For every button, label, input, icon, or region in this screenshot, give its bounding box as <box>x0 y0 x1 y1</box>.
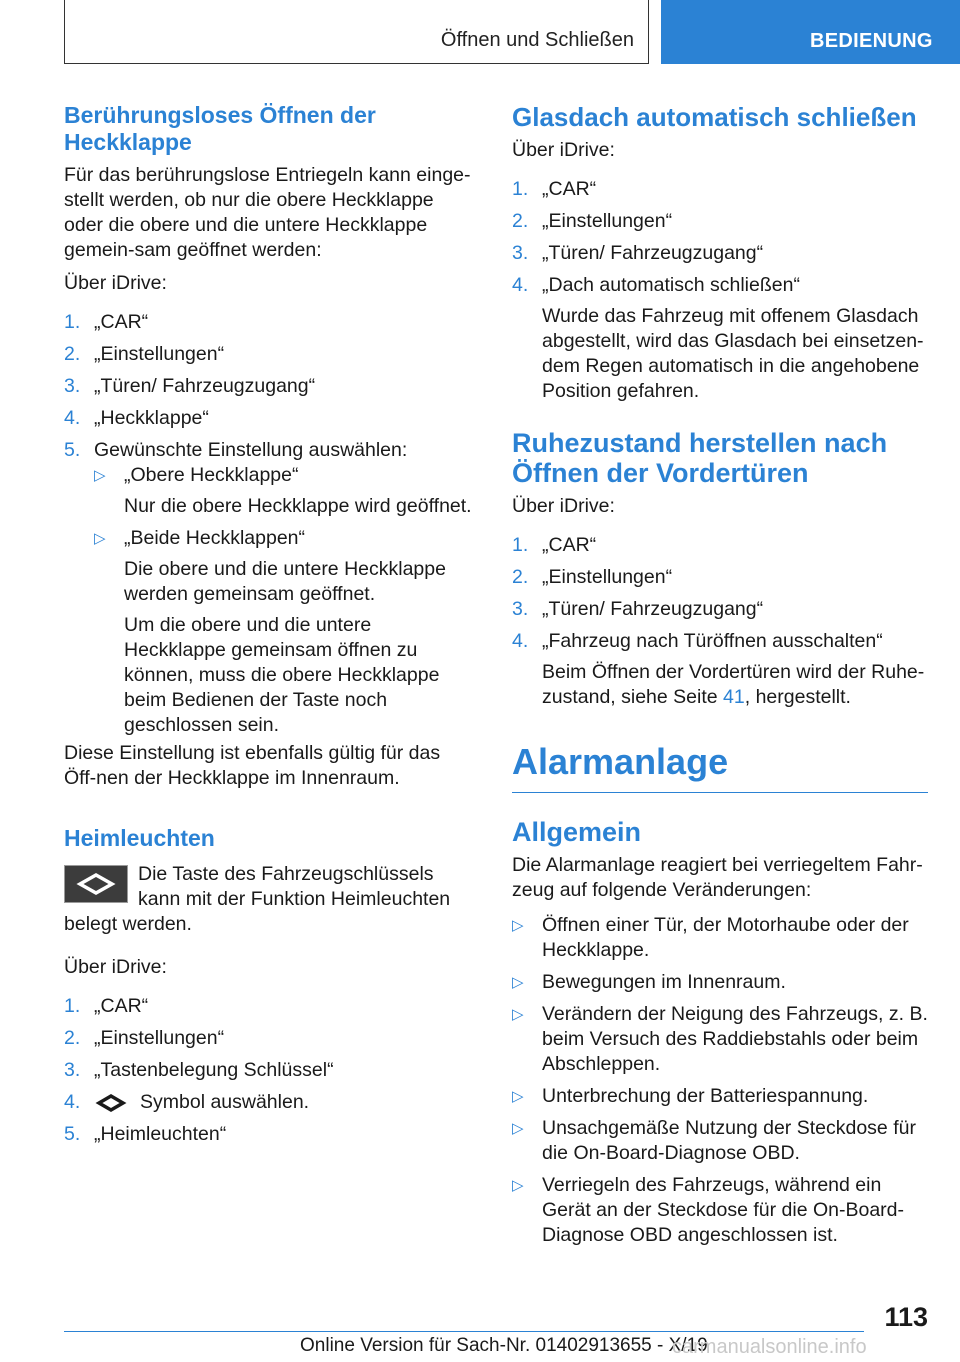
step-text: „CAR“ <box>542 534 597 556</box>
triangle-bullet-icon: ▷ <box>94 467 106 484</box>
heading-allgemein: Allgemein <box>512 817 642 847</box>
list-item <box>64 1090 476 1115</box>
step-text: „Einstellungen“ <box>94 1027 225 1049</box>
list-item <box>64 310 476 335</box>
list-item <box>64 1122 476 1147</box>
list-item <box>512 970 928 995</box>
step-number: 1. <box>64 311 81 333</box>
step-desc <box>542 660 928 710</box>
heading-glasdach: Glasdach automatisch schließen <box>512 102 917 132</box>
heading-beruehrungsloses-oeffnen: Berührungsloses Öffnen der Heckklappe <box>64 102 376 155</box>
triangle-bullet-icon: ▷ <box>512 917 524 934</box>
step-text: Symbol auswählen. <box>140 1091 310 1113</box>
step-number: 2. <box>64 1027 81 1049</box>
step-text: Gewünschte Einstellung auswählen: <box>94 439 408 461</box>
intro-paragraph: Die Alarmanlage reagiert bei verriegeltem Fahr-zeug auf folgende Veränderungen: <box>512 854 923 901</box>
step-number: 1. <box>512 534 529 556</box>
option-label: „Beide Heckklappen“ <box>124 527 306 549</box>
bullet-text: Öffnen einer Tür, der Motorhaube oder der Heckklappe. <box>542 914 909 961</box>
header-box <box>64 0 649 64</box>
step-number: 4. <box>64 1091 81 1113</box>
list-item <box>512 241 928 266</box>
option-desc-2: Um die obere und die untere Heckklappe gemeinsam öffnen zu können, muss die obere Heckklappe beim Bedienen der Taste noch geschlossen sein. <box>124 614 440 736</box>
options-list <box>94 463 476 738</box>
footer-version: Online Version für Sach-Nr. 01402913655 - X/19 <box>300 1335 708 1356</box>
left-column <box>64 102 476 1154</box>
list-item <box>64 374 476 399</box>
list-item <box>512 597 928 622</box>
step-text: „Fahrzeug nach Türöffnen ausschalten“ <box>542 630 883 652</box>
step-number: 1. <box>64 995 81 1017</box>
step-text: „CAR“ <box>94 995 149 1017</box>
bullet-text: Verändern der Neigung des Fahrzeugs, z. B. beim Versuch des Raddiebstahls oder beim Abschleppen. <box>542 1003 928 1075</box>
step-number: 3. <box>512 242 529 264</box>
option-label: „Obere Heckklappe“ <box>124 464 299 486</box>
step-text: „Einstellungen“ <box>542 210 673 232</box>
step-text: „Heimleuchten“ <box>94 1123 227 1145</box>
step-text: „Einstellungen“ <box>94 343 225 365</box>
step-number: 3. <box>64 1059 81 1081</box>
triangle-bullet-icon: ▷ <box>512 1177 524 1194</box>
heimleuchten-intro <box>64 862 476 937</box>
bullet-text: Bewegungen im Innenraum. <box>542 971 786 993</box>
list-item <box>512 1002 928 1077</box>
key-button-icon <box>64 865 128 903</box>
chapter-title: Alarmanlage <box>512 742 928 793</box>
bullet-text: Unterbrechung der Batteriespannung. <box>542 1085 869 1107</box>
list-item <box>94 463 476 519</box>
list-item <box>512 273 928 404</box>
step-desc: Wurde das Fahrzeug mit offenem Glasdach abgestellt, wird das Glasdach bei einsetzen-dem Regen automatisch in die angehobene Position gefahren. <box>542 305 924 402</box>
triangle-bullet-icon: ▷ <box>94 530 106 547</box>
option-desc: Die obere und die untere Heckklappe werden gemeinsam geöffnet. <box>124 558 446 605</box>
step-text: „CAR“ <box>542 178 597 200</box>
bullet-text: Unsachgemäße Nutzung der Steckdose für die On-Board-Diagnose OBD. <box>542 1117 916 1164</box>
note-paragraph: Diese Einstellung ist ebenfalls gültig für das Öff-nen der Heckklappe im Innenraum. <box>64 742 441 789</box>
step-number: 1. <box>512 178 529 200</box>
step-number: 5. <box>64 1123 81 1145</box>
step-desc-before: Beim Öffnen der Vordertüren wird der Ruhe-zustand, siehe Seite <box>542 661 925 708</box>
step-number: 3. <box>512 598 529 620</box>
via-idrive: Über iDrive: <box>64 272 167 294</box>
triangle-bullet-icon: ▷ <box>512 1006 524 1023</box>
list-item <box>64 994 476 1019</box>
list-item <box>64 1026 476 1051</box>
footer-divider <box>64 1331 864 1332</box>
via-idrive: Über iDrive: <box>512 495 615 517</box>
step-number: 3. <box>64 375 81 397</box>
triangle-bullet-icon: ▷ <box>512 1120 524 1137</box>
step-text: „Einstellungen“ <box>542 566 673 588</box>
step-text: „Türen/ Fahrzeugzugang“ <box>542 598 764 620</box>
heimleuchten-intro-text: Die Taste des Fahrzeugschlüssels kann mit der Funktion Heimleuchten belegt werden. <box>64 863 451 935</box>
bullet-text: Verriegeln des Fahrzeugs, während ein Gerät an der Steckdose für die On-Board-Diagnose OBD angeschlossen ist. <box>542 1174 905 1246</box>
list-item <box>512 1084 928 1109</box>
heimleuchten-symbol-icon <box>94 1093 128 1113</box>
step-number: 4. <box>64 407 81 429</box>
list-item <box>512 533 928 558</box>
intro-paragraph: Für das berührungslose Entriegeln kann einge-stellt werden, ob nur die obere Heckklappe oder die obere und die untere Heckklappe gemein-sam geöffnet werden: <box>64 164 471 261</box>
step-text: „Türen/ Fahrzeugzugang“ <box>542 242 764 264</box>
heading-heimleuchten: Heimleuchten <box>64 825 215 851</box>
list-item <box>512 565 928 590</box>
step-number: 4. <box>512 630 529 652</box>
step-number: 4. <box>512 274 529 296</box>
list-item <box>512 177 928 202</box>
steps-list <box>64 310 476 738</box>
via-idrive: Über iDrive: <box>64 956 167 978</box>
steps-list <box>512 533 928 710</box>
triangle-bullet-icon: ▷ <box>512 1088 524 1105</box>
heading-ruhezustand: Ruhezustand herstellen nach Öffnen der Vordertüren <box>512 428 888 488</box>
list-item <box>512 1173 928 1248</box>
list-item <box>512 209 928 234</box>
step-number: 5. <box>64 439 81 461</box>
step-text: „Heckklappe“ <box>94 407 209 429</box>
triangle-bullet-icon: ▷ <box>512 974 524 991</box>
list-item <box>512 913 928 963</box>
step-number: 2. <box>64 343 81 365</box>
chapter-tab-label: BEDIENUNG <box>810 30 933 52</box>
step-number: 2. <box>512 566 529 588</box>
steps-list <box>64 994 476 1147</box>
chapter-tab[interactable] <box>661 0 960 64</box>
alarm-triggers-list <box>512 913 928 1248</box>
list-item <box>64 342 476 367</box>
step-text: „CAR“ <box>94 311 149 333</box>
steps-list <box>512 177 928 404</box>
step-text: „Türen/ Fahrzeugzugang“ <box>94 375 316 397</box>
step-text: „Dach automatisch schließen“ <box>542 274 800 296</box>
section-title: Öffnen und Schließen <box>440 29 634 51</box>
list-item <box>512 1116 928 1166</box>
page-number: 113 <box>884 1302 928 1332</box>
list-item <box>94 526 476 738</box>
watermark: carmanualsonline.info <box>672 1336 867 1358</box>
list-item <box>64 406 476 431</box>
right-column <box>512 102 928 1255</box>
list-item <box>64 438 476 738</box>
step-text: „Tastenbelegung Schlüssel“ <box>94 1059 334 1081</box>
list-item <box>512 629 928 710</box>
step-number: 2. <box>512 210 529 232</box>
via-idrive: Über iDrive: <box>512 139 615 161</box>
step-desc-after: , hergestellt. <box>744 686 851 708</box>
option-desc: Nur die obere Heckklappe wird geöffnet. <box>124 495 472 517</box>
page-link[interactable]: 41 <box>723 686 745 708</box>
list-item <box>64 1058 476 1083</box>
